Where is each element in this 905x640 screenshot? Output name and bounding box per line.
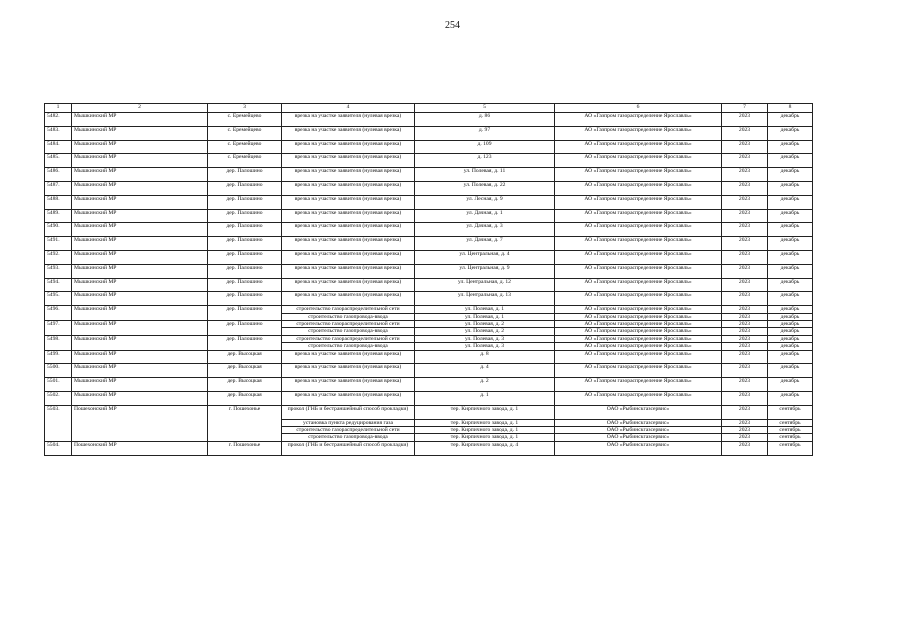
locality-cell: дер. Палошино [208, 278, 282, 292]
work-type-cell: прокол (ГНБ и бестраншейный способ прокладки) [282, 441, 415, 455]
district-cell: Мышкинский МР [72, 335, 208, 350]
row-number: 5493. [45, 264, 72, 278]
row-number: 5484. [45, 140, 72, 154]
work-type-cell: строительство газопровода-ввода [282, 343, 415, 350]
table-row [45, 378, 813, 392]
address-cell: д. 2 [415, 378, 555, 392]
year-cell: 2023 [722, 313, 768, 320]
locality-cell: дер. Палошино [208, 237, 282, 251]
work-type-cell: врезка на участке заявителя (нулевая врезка) [282, 364, 415, 378]
district-cell: Мышкинский МР [72, 320, 208, 335]
work-type-cell: строительство газопровода-ввода [282, 313, 415, 320]
row-number: 5503. [45, 405, 72, 441]
organization-cell: ОАО «Рыбинскгазсервис» [555, 434, 722, 441]
table-row [45, 441, 813, 455]
row-number: 5483. [45, 126, 72, 140]
table-row [45, 405, 813, 419]
month-cell: декабрь [768, 306, 813, 313]
table-row [45, 250, 813, 264]
work-type-cell: врезка на участке заявителя (нулевая врезка) [282, 168, 415, 182]
year-cell: 2023 [722, 426, 768, 433]
work-type-cell: прокол (ГНБ и бестраншейный способ прокладки) [282, 405, 415, 419]
organization-cell: АО «Газпром газораспределение Ярославль» [555, 113, 722, 127]
month-cell: декабрь [768, 343, 813, 350]
district-cell: Мышкинский МР [72, 168, 208, 182]
work-type-cell: врезка на участке заявителя (нулевая врезка) [282, 350, 415, 364]
page-number: 254 [445, 20, 460, 31]
organization-cell: АО «Газпром газораспределение Ярославль» [555, 237, 722, 251]
organization-cell: АО «Газпром газораспределение Ярославль» [555, 181, 722, 195]
month-cell: декабрь [768, 154, 813, 168]
address-cell: д. 97 [415, 126, 555, 140]
column-header: 7 [722, 104, 768, 113]
work-type-cell: врезка на участке заявителя (нулевая врезка) [282, 209, 415, 223]
row-number: 5485. [45, 154, 72, 168]
organization-cell: АО «Газпром газораспределение Ярославль» [555, 154, 722, 168]
month-cell: сентябрь [768, 434, 813, 441]
address-cell: д. 8 [415, 350, 555, 364]
organization-cell: АО «Газпром газораспределение Ярославль» [555, 350, 722, 364]
year-cell: 2023 [722, 419, 768, 426]
table-row [45, 140, 813, 154]
work-type-cell: врезка на участке заявителя (нулевая врезка) [282, 140, 415, 154]
organization-cell: АО «Газпром газораспределение Ярославль» [555, 320, 722, 327]
column-header: 6 [555, 104, 722, 113]
year-cell: 2023 [722, 343, 768, 350]
month-cell: декабрь [768, 320, 813, 327]
table-row [45, 264, 813, 278]
column-header: 1 [45, 104, 72, 113]
row-number: 5499. [45, 350, 72, 364]
address-cell: ул. Центральная, д. 4 [415, 250, 555, 264]
month-cell: декабрь [768, 195, 813, 209]
row-number: 5498. [45, 335, 72, 350]
address-cell: тер. Кирпичного завода, д. 1 [415, 434, 555, 441]
address-cell: ул. Полевая, д. 2 [415, 328, 555, 335]
address-cell: ул. Полевая, д. 3 [415, 343, 555, 350]
row-number: 5489. [45, 209, 72, 223]
row-number: 5491. [45, 237, 72, 251]
year-cell: 2023 [722, 113, 768, 127]
month-cell: декабрь [768, 292, 813, 306]
month-cell: декабрь [768, 313, 813, 320]
district-cell: Мышкинский МР [72, 126, 208, 140]
row-number: 5487. [45, 181, 72, 195]
row-number: 5488. [45, 195, 72, 209]
row-number: 5494. [45, 278, 72, 292]
district-cell: Мышкинский МР [72, 391, 208, 405]
month-cell: декабрь [768, 264, 813, 278]
table-row [45, 364, 813, 378]
work-type-cell: врезка на участке заявителя (нулевая врезка) [282, 154, 415, 168]
district-cell: Мышкинский МР [72, 237, 208, 251]
work-type-cell: врезка на участке заявителя (нулевая врезка) [282, 292, 415, 306]
locality-cell: дер. Палошино [208, 320, 282, 335]
work-type-cell: врезка на участке заявителя (нулевая врезка) [282, 237, 415, 251]
locality-cell: дер. Палошино [208, 209, 282, 223]
district-cell: Пошехонский МР [72, 441, 208, 455]
month-cell: декабрь [768, 126, 813, 140]
row-number: 5486. [45, 168, 72, 182]
locality-cell: дер. Палошино [208, 250, 282, 264]
year-cell: 2023 [722, 237, 768, 251]
work-type-cell: врезка на участке заявителя (нулевая врезка) [282, 391, 415, 405]
address-cell: тер. Кирпичного завода, д. 1 [415, 405, 555, 419]
month-cell: декабрь [768, 181, 813, 195]
locality-cell: с. Еремейцево [208, 113, 282, 127]
row-number: 5497. [45, 320, 72, 335]
address-cell: ул. Центральная, д. 12 [415, 278, 555, 292]
year-cell: 2023 [722, 154, 768, 168]
work-type-cell: строительство газораспределительной сети [282, 335, 415, 342]
month-cell: декабрь [768, 168, 813, 182]
month-cell: декабрь [768, 140, 813, 154]
row-number: 5495. [45, 292, 72, 306]
month-cell: сентябрь [768, 405, 813, 419]
month-cell: декабрь [768, 237, 813, 251]
address-cell: д. 1 [415, 391, 555, 405]
locality-cell: с. Еремейцево [208, 154, 282, 168]
organization-cell: АО «Газпром газораспределение Ярославль» [555, 195, 722, 209]
column-header: 2 [72, 104, 208, 113]
organization-cell: ОАО «Рыбинскгазсервис» [555, 426, 722, 433]
table-row [45, 237, 813, 251]
year-cell: 2023 [722, 441, 768, 455]
column-header: 4 [282, 104, 415, 113]
year-cell: 2023 [722, 328, 768, 335]
row-number: 5500. [45, 364, 72, 378]
year-cell: 2023 [722, 391, 768, 405]
row-number: 5496. [45, 306, 72, 321]
organization-cell: АО «Газпром газораспределение Ярославль» [555, 313, 722, 320]
year-cell: 2023 [722, 168, 768, 182]
district-cell: Мышкинский МР [72, 140, 208, 154]
district-cell: Мышкинский МР [72, 306, 208, 321]
locality-cell: дер. Палошино [208, 168, 282, 182]
district-cell: Мышкинский МР [72, 113, 208, 127]
work-type-cell: строительство газораспределительной сети [282, 320, 415, 327]
work-type-cell: врезка на участке заявителя (нулевая врезка) [282, 278, 415, 292]
organization-cell: АО «Газпром газораспределение Ярославль» [555, 126, 722, 140]
organization-cell: АО «Газпром газораспределение Ярославль» [555, 168, 722, 182]
year-cell: 2023 [722, 306, 768, 313]
locality-cell: дер. Палошино [208, 181, 282, 195]
organization-cell: АО «Газпром газораспределение Ярославль» [555, 223, 722, 237]
column-header: 5 [415, 104, 555, 113]
year-cell: 2023 [722, 195, 768, 209]
year-cell: 2023 [722, 250, 768, 264]
work-type-cell: врезка на участке заявителя (нулевая врезка) [282, 126, 415, 140]
district-cell: Мышкинский МР [72, 209, 208, 223]
column-header: 3 [208, 104, 282, 113]
table-row [45, 181, 813, 195]
table-row [45, 350, 813, 364]
table-row [45, 154, 813, 168]
year-cell: 2023 [722, 223, 768, 237]
year-cell: 2023 [722, 364, 768, 378]
organization-cell: АО «Газпром газораспределение Ярославль» [555, 364, 722, 378]
locality-cell: с. Еремейцево [208, 140, 282, 154]
district-cell: Мышкинский МР [72, 364, 208, 378]
address-cell: ул. Центральная, д. 9 [415, 264, 555, 278]
locality-cell: дер. Палошино [208, 195, 282, 209]
address-cell: д. 123 [415, 154, 555, 168]
table-row [45, 335, 813, 342]
organization-cell: АО «Газпром газораспределение Ярославль» [555, 209, 722, 223]
address-cell: ул. Полевая, д. 11 [415, 168, 555, 182]
work-type-cell: строительство газораспределительной сети [282, 306, 415, 313]
district-cell: Мышкинский МР [72, 181, 208, 195]
locality-cell: дер. Высоцкая [208, 378, 282, 392]
year-cell: 2023 [722, 126, 768, 140]
organization-cell: АО «Газпром газораспределение Ярославль» [555, 391, 722, 405]
organization-cell: АО «Газпром газораспределение Ярославль» [555, 378, 722, 392]
locality-cell: дер. Палошино [208, 264, 282, 278]
table-row [45, 320, 813, 327]
year-cell: 2023 [722, 434, 768, 441]
locality-cell: дер. Палошино [208, 335, 282, 350]
address-cell: ул. Полевая, д. 2 [415, 320, 555, 327]
district-cell: Мышкинский МР [72, 223, 208, 237]
address-cell: д. 109 [415, 140, 555, 154]
year-cell: 2023 [722, 405, 768, 419]
row-number: 5501. [45, 378, 72, 392]
table-header-row [45, 104, 813, 113]
address-cell: ул. Полевая, д. 22 [415, 181, 555, 195]
row-number: 5492. [45, 250, 72, 264]
organization-cell: АО «Газпром газораспределение Ярославль» [555, 292, 722, 306]
address-cell: ул. Полевая, д. 1 [415, 313, 555, 320]
work-type-cell: врезка на участке заявителя (нулевая врезка) [282, 250, 415, 264]
year-cell: 2023 [722, 209, 768, 223]
district-cell: Мышкинский МР [72, 378, 208, 392]
month-cell: декабрь [768, 391, 813, 405]
address-cell: д. 86 [415, 113, 555, 127]
organization-cell: АО «Газпром газораспределение Ярославль» [555, 278, 722, 292]
table-row [45, 223, 813, 237]
table-row [45, 292, 813, 306]
locality-cell: дер. Высоцкая [208, 391, 282, 405]
table-row [45, 278, 813, 292]
district-cell: Мышкинский МР [72, 154, 208, 168]
year-cell: 2023 [722, 264, 768, 278]
district-cell: Мышкинский МР [72, 264, 208, 278]
work-type-cell: установка пункта редуцирования газа [282, 419, 415, 426]
organization-cell: АО «Газпром газораспределение Ярославль» [555, 306, 722, 313]
organization-cell: АО «Газпром газораспределение Ярославль» [555, 250, 722, 264]
address-cell: тер. Кирпичного завода, д. 1 [415, 426, 555, 433]
address-cell: тер. Кирпичного завода, д. 1 [415, 419, 555, 426]
organization-cell: ОАО «Рыбинскгазсервис» [555, 419, 722, 426]
locality-cell: дер. Высоцкая [208, 350, 282, 364]
work-type-cell: врезка на участке заявителя (нулевая врезка) [282, 181, 415, 195]
district-cell: Мышкинский МР [72, 195, 208, 209]
row-number: 5502. [45, 391, 72, 405]
month-cell: декабрь [768, 223, 813, 237]
work-type-cell: строительство газопровода-ввода [282, 434, 415, 441]
address-cell: ул. Центральная, д. 13 [415, 292, 555, 306]
month-cell: декабрь [768, 335, 813, 342]
organization-cell: ОАО «Рыбинскгазсервис» [555, 441, 722, 455]
gasification-table [44, 103, 813, 456]
month-cell: декабрь [768, 378, 813, 392]
district-cell: Мышкинский МР [72, 278, 208, 292]
work-type-cell: врезка на участке заявителя (нулевая врезка) [282, 264, 415, 278]
month-cell: декабрь [768, 209, 813, 223]
locality-cell: дер. Высоцкая [208, 364, 282, 378]
month-cell: декабрь [768, 364, 813, 378]
year-cell: 2023 [722, 278, 768, 292]
month-cell: декабрь [768, 278, 813, 292]
month-cell: декабрь [768, 250, 813, 264]
district-cell: Мышкинский МР [72, 292, 208, 306]
address-cell: тер. Кирпичного завода, д. 4 [415, 441, 555, 455]
locality-cell: дер. Палошино [208, 223, 282, 237]
year-cell: 2023 [722, 292, 768, 306]
table-row [45, 306, 813, 313]
district-cell: Мышкинский МР [72, 250, 208, 264]
locality-cell: г. Пошехонье [208, 405, 282, 441]
month-cell: декабрь [768, 113, 813, 127]
table-row [45, 209, 813, 223]
address-cell: ул. Дачная, д. 7 [415, 237, 555, 251]
work-type-cell: строительство газопровода-ввода [282, 328, 415, 335]
table-row [45, 195, 813, 209]
year-cell: 2023 [722, 140, 768, 154]
month-cell: декабрь [768, 350, 813, 364]
month-cell: сентябрь [768, 419, 813, 426]
district-cell: Мышкинский МР [72, 350, 208, 364]
month-cell: декабрь [768, 328, 813, 335]
organization-cell: АО «Газпром газораспределение Ярославль» [555, 140, 722, 154]
year-cell: 2023 [722, 350, 768, 364]
locality-cell: г. Пошехонье [208, 441, 282, 455]
year-cell: 2023 [722, 335, 768, 342]
organization-cell: АО «Газпром газораспределение Ярославль» [555, 335, 722, 342]
organization-cell: АО «Газпром газораспределение Ярославль» [555, 264, 722, 278]
work-type-cell: врезка на участке заявителя (нулевая врезка) [282, 195, 415, 209]
address-cell: ул. Полевая, д. 3 [415, 335, 555, 342]
district-cell: Пошехонский МР [72, 405, 208, 441]
column-header: 8 [768, 104, 813, 113]
row-number: 5490. [45, 223, 72, 237]
address-cell: д. 4 [415, 364, 555, 378]
table-row [45, 126, 813, 140]
locality-cell: дер. Палошино [208, 306, 282, 321]
row-number: 5504. [45, 441, 72, 455]
address-cell: ул. Лесная, д. 9 [415, 195, 555, 209]
address-cell: ул. Дачная, д. 3 [415, 223, 555, 237]
work-type-cell: врезка на участке заявителя (нулевая врезка) [282, 113, 415, 127]
address-cell: ул. Полевая, д. 1 [415, 306, 555, 313]
table-row [45, 168, 813, 182]
work-type-cell: строительство газораспределительной сети [282, 426, 415, 433]
year-cell: 2023 [722, 181, 768, 195]
address-cell: ул. Дачная, д. 1 [415, 209, 555, 223]
month-cell: сентябрь [768, 441, 813, 455]
organization-cell: АО «Газпром газораспределение Ярославль» [555, 343, 722, 350]
table-row [45, 391, 813, 405]
organization-cell: АО «Газпром газораспределение Ярославль» [555, 328, 722, 335]
year-cell: 2023 [722, 320, 768, 327]
work-type-cell: врезка на участке заявителя (нулевая врезка) [282, 378, 415, 392]
month-cell: сентябрь [768, 426, 813, 433]
work-type-cell: врезка на участке заявителя (нулевая врезка) [282, 223, 415, 237]
year-cell: 2023 [722, 378, 768, 392]
locality-cell: с. Еремейцево [208, 126, 282, 140]
locality-cell: дер. Палошино [208, 292, 282, 306]
row-number: 5482. [45, 113, 72, 127]
organization-cell: ОАО «Рыбинскгазсервис» [555, 405, 722, 419]
table-row [45, 113, 813, 127]
